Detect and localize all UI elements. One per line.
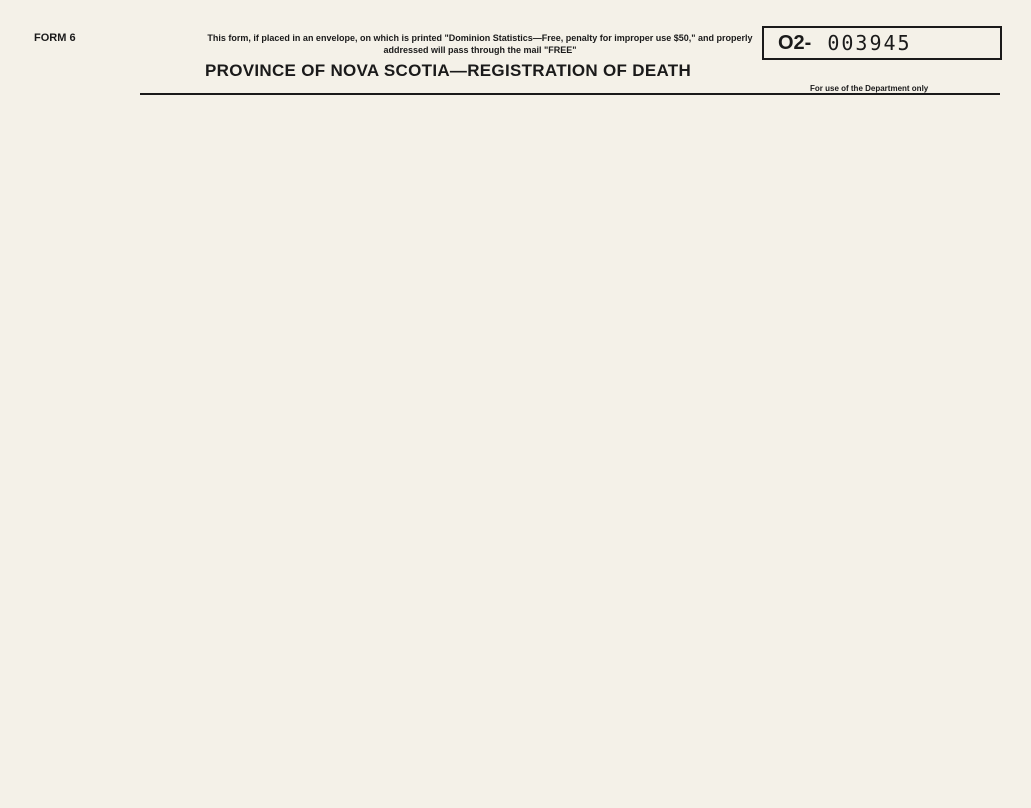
form-number: FORM 6 (34, 32, 76, 44)
certificate-number-box (762, 26, 1002, 60)
page-title: PROVINCE OF NOVA SCOTIA—REGISTRATION OF DEATH (205, 61, 692, 80)
header-divider (140, 93, 1000, 95)
certificate-prefix: O2- (778, 31, 812, 54)
envelope-notice: This form, if placed in an envelope, on which is printed "Dominion Statistics—Free, penalty for improper use $50," and properly addressed will pass through the mail "FREE" (207, 33, 753, 55)
certificate-number: 003945 (827, 31, 912, 55)
department-note: For use of the Department only (810, 84, 929, 93)
